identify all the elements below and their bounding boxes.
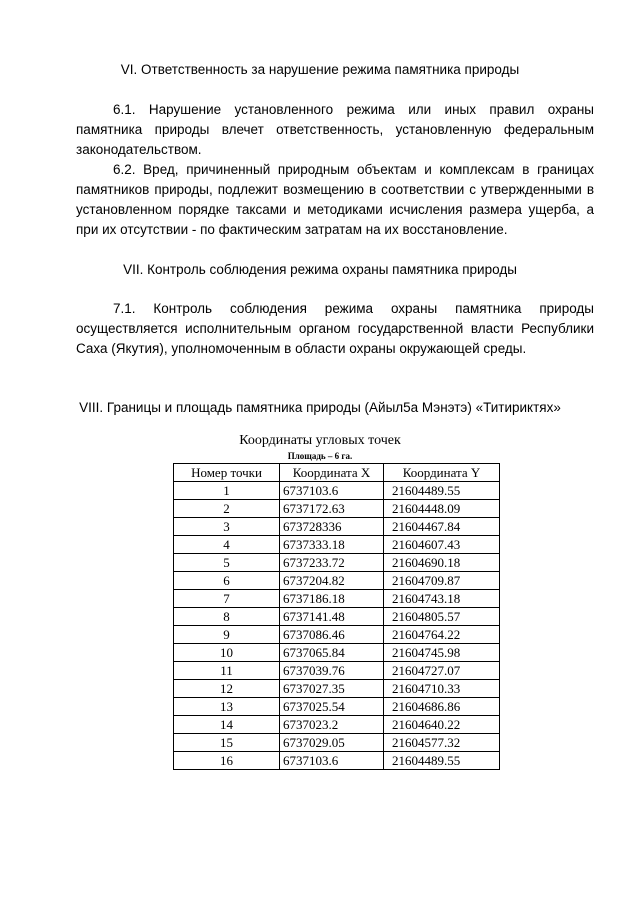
cell-point-number: 9 — [174, 626, 280, 644]
cell-coordinate-x: 6737025.54 — [280, 698, 384, 716]
cell-point-number: 8 — [174, 608, 280, 626]
cell-coordinate-y: 21604727.07 — [384, 662, 500, 680]
table-header-row — [174, 464, 500, 482]
cell-coordinate-y: 21604710.33 — [384, 680, 500, 698]
cell-point-number: 5 — [174, 554, 280, 572]
cell-coordinate-y: 21604607.43 — [384, 536, 500, 554]
cell-coordinate-x: 6737086.46 — [280, 626, 384, 644]
cell-coordinate-x: 6737103.6 — [280, 752, 384, 770]
cell-coordinate-x: 6737065.84 — [280, 644, 384, 662]
cell-point-number: 6 — [174, 572, 280, 590]
paragraph-6-1: 6.1. Нарушение установленного режима или иных правил охраны памятника природы влечет ответственность, установленную федеральным законодательством. — [76, 102, 594, 157]
section-7-title: VII. Контроль соблюдения режима охраны памятника природы — [123, 262, 517, 277]
cell-coordinate-y: 21604745.98 — [384, 644, 500, 662]
cell-coordinate-y: 21604489.55 — [384, 752, 500, 770]
cell-coordinate-x: 6737023.2 — [280, 716, 384, 734]
cell-coordinate-x: 673728336 — [280, 518, 384, 536]
cell-coordinate-x: 6737233.72 — [280, 554, 384, 572]
cell-coordinate-x: 6737029.05 — [280, 734, 384, 752]
table-row — [174, 518, 500, 536]
cell-point-number: 2 — [174, 500, 280, 518]
cell-point-number: 11 — [174, 662, 280, 680]
cell-coordinate-y: 21604686.86 — [384, 698, 500, 716]
cell-coordinate-x: 6737027.35 — [280, 680, 384, 698]
table-caption: Координаты угловых точек — [239, 433, 401, 448]
cell-coordinate-x: 6737186.18 — [280, 590, 384, 608]
cell-point-number: 10 — [174, 644, 280, 662]
cell-point-number: 4 — [174, 536, 280, 554]
section-6-title: VI. Ответственность за нарушение режима памятника природы — [120, 62, 520, 77]
cell-coordinate-y: 21604489.55 — [384, 482, 500, 500]
cell-coordinate-y: 21604764.22 — [384, 626, 500, 644]
table-row — [174, 752, 500, 770]
table-row — [174, 554, 500, 572]
cell-coordinate-x: 6737204.82 — [280, 572, 384, 590]
cell-coordinate-x: 6737172.63 — [280, 500, 384, 518]
table-row — [174, 500, 500, 518]
cell-point-number: 13 — [174, 698, 280, 716]
table-row — [174, 482, 500, 500]
cell-coordinate-y: 21604577.32 — [384, 734, 500, 752]
cell-point-number: 7 — [174, 590, 280, 608]
table-row — [174, 734, 500, 752]
cell-point-number: 14 — [174, 716, 280, 734]
cell-coordinate-y: 21604448.09 — [384, 500, 500, 518]
cell-coordinate-y: 21604743.18 — [384, 590, 500, 608]
cell-coordinate-y: 21604467.84 — [384, 518, 500, 536]
cell-coordinate-y: 21604709.87 — [384, 572, 500, 590]
coordinates-table — [173, 463, 500, 770]
header-coordinate-x: Координата X — [280, 464, 384, 482]
table-row — [174, 644, 500, 662]
table-body — [174, 482, 500, 770]
cell-coordinate-x: 6737333.18 — [280, 536, 384, 554]
table-row — [174, 662, 500, 680]
table-row — [174, 590, 500, 608]
cell-coordinate-x: 6737141.48 — [280, 608, 384, 626]
table-row — [174, 680, 500, 698]
table-area-note: Площадь – 6 га. — [287, 451, 353, 461]
table-row — [174, 572, 500, 590]
table-row — [174, 698, 500, 716]
table-row — [174, 626, 500, 644]
cell-coordinate-y: 21604690.18 — [384, 554, 500, 572]
cell-point-number: 1 — [174, 482, 280, 500]
table-row — [174, 608, 500, 626]
table-row — [174, 536, 500, 554]
section-8-title: VIII. Границы и площадь памятника природы (Айыл5а Мэнэтэ) «Титириктях» — [79, 400, 561, 415]
paragraph-7-1: 7.1. Контроль соблюдения режима охраны памятника природы осуществляется исполнительным органом государственной власти Республики Саха (Якутия), уполномоченным в области охраны окружающей среды. — [76, 301, 594, 356]
header-coordinate-y: Координата Y — [384, 464, 500, 482]
cell-point-number: 15 — [174, 734, 280, 752]
cell-coordinate-y: 21604640.22 — [384, 716, 500, 734]
paragraph-6-2: 6.2. Вред, причиненный природным объектам и комплексам в границах памятников природы, подлежит возмещению в соответствии с утвержденными в установленном порядке таксами и методиками исчисления размера ущерба, а при их отсутствии - по фактическим затратам на их восстановление. — [76, 162, 594, 237]
cell-coordinate-y: 21604805.57 — [384, 608, 500, 626]
cell-coordinate-x: 6737103.6 — [280, 482, 384, 500]
cell-point-number: 12 — [174, 680, 280, 698]
cell-point-number: 3 — [174, 518, 280, 536]
table-row — [174, 716, 500, 734]
cell-point-number: 16 — [174, 752, 280, 770]
cell-coordinate-x: 6737039.76 — [280, 662, 384, 680]
header-point-number: Номер точки — [174, 464, 280, 482]
